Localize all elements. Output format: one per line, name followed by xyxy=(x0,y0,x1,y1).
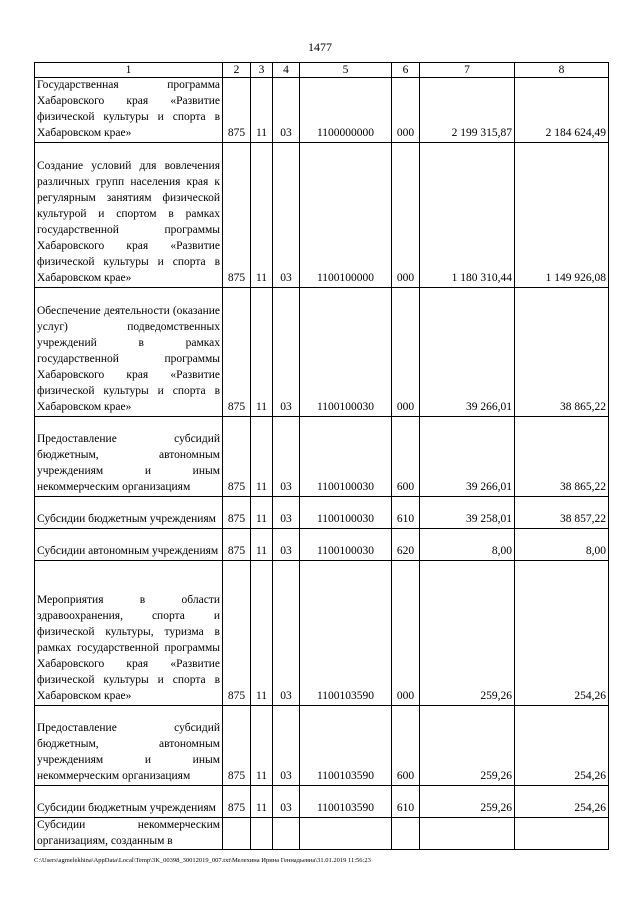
amount-col8-cell: 8,00 xyxy=(515,528,609,560)
subsection-code-cell: 03 xyxy=(273,78,300,143)
header-row xyxy=(35,63,609,78)
subsection-code-cell: 03 xyxy=(273,528,300,560)
amount-col7-cell: 39 266,01 xyxy=(420,416,515,496)
amount-col7-cell: 39 266,01 xyxy=(420,287,515,416)
target-article-cell: 1100100000 xyxy=(300,142,392,287)
amount-col7-cell: 2 199 315,87 xyxy=(420,78,515,143)
expense-type-cell: 000 xyxy=(392,560,420,705)
ministry-code-cell: 875 xyxy=(223,78,251,143)
expense-type-cell: 000 xyxy=(392,287,420,416)
header-cell: 7 xyxy=(420,63,515,78)
ministry-code-cell xyxy=(223,817,251,850)
row-name-cell: Субсидии бюджетным учреждениям xyxy=(35,785,223,817)
header-cell: 6 xyxy=(392,63,420,78)
section-code-cell: 11 xyxy=(251,496,273,528)
section-code-cell: 11 xyxy=(251,705,273,785)
header-cell: 5 xyxy=(300,63,392,78)
expense-type-cell: 610 xyxy=(392,785,420,817)
amount-col8-cell: 254,26 xyxy=(515,705,609,785)
amount-col7-cell: 259,26 xyxy=(420,705,515,785)
header-cell: 1 xyxy=(35,63,223,78)
target-article-cell: 1100103590 xyxy=(300,560,392,705)
table-row xyxy=(35,705,609,785)
page-number: 1477 xyxy=(308,40,332,54)
file-path-footer: C:\Users\agmelekhina\AppData\Local\Temp\3K_00398_30012019_007.txt\Мелехина Ирина Геннадьевна\31.01.2019 11:56:23 xyxy=(34,857,371,864)
target-article-cell: 1100100030 xyxy=(300,416,392,496)
target-article-cell: 1100000000 xyxy=(300,78,392,143)
header-cell: 2 xyxy=(223,63,251,78)
section-code-cell: 11 xyxy=(251,785,273,817)
amount-col8-cell: 38 865,22 xyxy=(515,287,609,416)
budget-table xyxy=(34,62,609,850)
amount-col8-cell: 1 149 926,08 xyxy=(515,142,609,287)
amount-col7-cell xyxy=(420,817,515,850)
target-article-cell: 1100103590 xyxy=(300,705,392,785)
table-row xyxy=(35,785,609,817)
row-name-cell: Обеспечение деятельности (оказание услуг) подведомственных учреждений в рамках государственной программы Хабаровского края «Развитие физической культуры и спорта в Хабаровском крае» xyxy=(35,287,223,416)
ministry-code-cell: 875 xyxy=(223,705,251,785)
table-row xyxy=(35,78,609,143)
target-article-cell: 1100100030 xyxy=(300,496,392,528)
amount-col7-cell: 259,26 xyxy=(420,560,515,705)
amount-col8-cell: 254,26 xyxy=(515,785,609,817)
amount-col8-cell: 254,26 xyxy=(515,560,609,705)
table-row xyxy=(35,287,609,416)
table-row xyxy=(35,142,609,287)
target-article-cell: 1100103590 xyxy=(300,785,392,817)
section-code-cell: 11 xyxy=(251,528,273,560)
subsection-code-cell: 03 xyxy=(273,496,300,528)
table-row xyxy=(35,496,609,528)
subsection-code-cell: 03 xyxy=(273,416,300,496)
row-name-cell: Создание условий для вовлечения различных групп населения края к регулярным занятиям физической культурой и спортом в рамках государственной программы Хабаровского края «Развитие физической культуры и спорта в Хабаровском крае» xyxy=(35,142,223,287)
amount-col8-cell xyxy=(515,817,609,850)
target-article-cell: 1100100030 xyxy=(300,528,392,560)
expense-type-cell: 000 xyxy=(392,78,420,143)
amount-col7-cell: 1 180 310,44 xyxy=(420,142,515,287)
table-row xyxy=(35,416,609,496)
section-code-cell: 11 xyxy=(251,416,273,496)
ministry-code-cell: 875 xyxy=(223,496,251,528)
subsection-code-cell: 03 xyxy=(273,142,300,287)
amount-col8-cell: 2 184 624,49 xyxy=(515,78,609,143)
section-code-cell: 11 xyxy=(251,560,273,705)
subsection-code-cell: 03 xyxy=(273,785,300,817)
row-name-cell: Субсидии бюджетным учреждениям xyxy=(35,496,223,528)
expense-type-cell: 620 xyxy=(392,528,420,560)
amount-col8-cell: 38 865,22 xyxy=(515,416,609,496)
row-name-cell: Субсидии автономным учреждениям xyxy=(35,528,223,560)
table-row xyxy=(35,560,609,705)
section-code-cell: 11 xyxy=(251,78,273,143)
header-cell: 4 xyxy=(273,63,300,78)
table-row xyxy=(35,528,609,560)
expense-type-cell: 600 xyxy=(392,416,420,496)
section-code-cell: 11 xyxy=(251,287,273,416)
ministry-code-cell: 875 xyxy=(223,528,251,560)
expense-type-cell xyxy=(392,817,420,850)
header-cell: 8 xyxy=(515,63,609,78)
amount-col7-cell: 39 258,01 xyxy=(420,496,515,528)
subsection-code-cell: 03 xyxy=(273,287,300,416)
row-name-cell: Предоставление субсидий бюджетным, автономным учреждениям и иным некоммерческим организациям xyxy=(35,705,223,785)
target-article-cell: 1100100030 xyxy=(300,287,392,416)
table-row xyxy=(35,817,609,850)
ministry-code-cell: 875 xyxy=(223,416,251,496)
expense-type-cell: 600 xyxy=(392,705,420,785)
subsection-code-cell xyxy=(273,817,300,850)
expense-type-cell: 610 xyxy=(392,496,420,528)
expense-type-cell: 000 xyxy=(392,142,420,287)
ministry-code-cell: 875 xyxy=(223,287,251,416)
amount-col7-cell: 8,00 xyxy=(420,528,515,560)
amount-col7-cell: 259,26 xyxy=(420,785,515,817)
target-article-cell xyxy=(300,817,392,850)
row-name-cell: Мероприятия в области здравоохранения, спорта и физической культуры, туризма в рамках государственной программы Хабаровского края «Развитие физической культуры и спорта в Хабаровском крае» xyxy=(35,560,223,705)
section-code-cell: 11 xyxy=(251,142,273,287)
subsection-code-cell: 03 xyxy=(273,705,300,785)
ministry-code-cell: 875 xyxy=(223,142,251,287)
section-code-cell xyxy=(251,817,273,850)
ministry-code-cell: 875 xyxy=(223,560,251,705)
row-name-cell: Субсидии некоммерческим организациям, созданным в xyxy=(35,817,223,850)
header-cell: 3 xyxy=(251,63,273,78)
row-name-cell: Предоставление субсидий бюджетным, автономным учреждениям и иным некоммерческим организациям xyxy=(35,416,223,496)
subsection-code-cell: 03 xyxy=(273,560,300,705)
row-name-cell: Государственная программа Хабаровского края «Развитие физической культуры и спорта в Хабаровском крае» xyxy=(35,78,223,143)
ministry-code-cell: 875 xyxy=(223,785,251,817)
amount-col8-cell: 38 857,22 xyxy=(515,496,609,528)
